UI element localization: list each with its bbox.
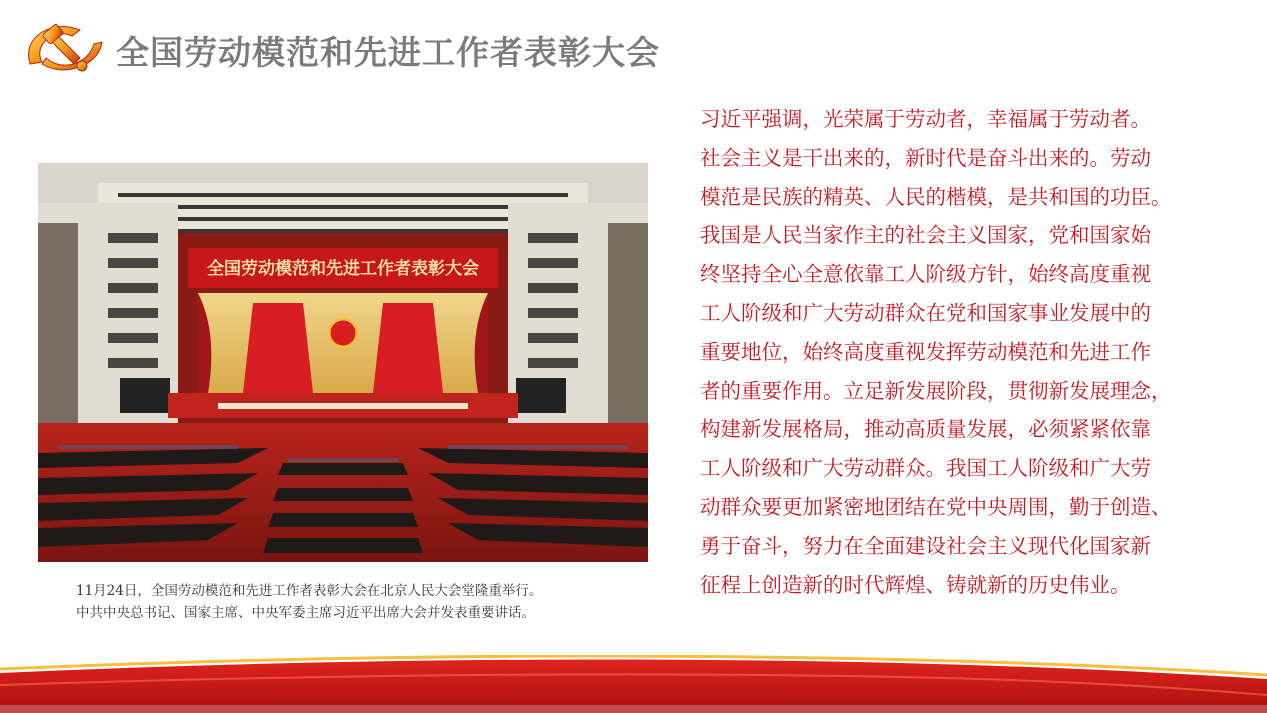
speech-line: 社会主义是干出来的，新时代是奋斗出来的。劳动	[700, 145, 1151, 170]
speech-line: 终坚持全心全意依靠工人阶级方针，始终高度重视	[700, 262, 1151, 287]
speech-line: 模范是民族的精英、人民的楷模，是共和国的功臣。	[700, 184, 1172, 209]
speech-line: 动群众要更加紧密地团结在党中央周围，勤于创造、	[700, 494, 1172, 519]
speech-line: 工人阶级和广大劳动群众在党和国家事业发展中的	[700, 300, 1151, 325]
speech-text	[700, 100, 1245, 604]
speech-line: 重要地位，始终高度重视发挥劳动模范和先进工作	[700, 339, 1151, 364]
speech-line: 勇于奋斗，努力在全面建设社会主义现代化国家新	[700, 533, 1151, 558]
speech-line: 我国是人民当家作主的社会主义国家，党和国家始	[700, 223, 1151, 248]
conference-photo	[38, 163, 648, 562]
caption-line: 11月24日，全国劳动模范和先进工作者表彰大会在北京人民大会堂隆重举行。	[76, 583, 543, 599]
stage-banner-text: 全国劳动模范和先进工作者表彰大会	[207, 259, 479, 279]
page-title: 全国劳动模范和先进工作者表彰大会	[116, 32, 660, 72]
footer-ribbon	[0, 655, 1267, 713]
speech-line: 习近平强调，光荣属于劳动者，幸福属于劳动者。	[700, 107, 1151, 131]
photo-caption	[76, 580, 636, 624]
speech-line: 工人阶级和广大劳动群众。我国工人阶级和广大劳	[700, 456, 1151, 481]
party-emblem-icon	[20, 20, 106, 80]
caption-line: 中共中央总书记、国家主席、中央军委主席习近平出席大会并发表重要讲话。	[76, 605, 535, 621]
speech-line: 构建新发展格局，推动高质量发展，必须紧紧依靠	[700, 417, 1151, 442]
speech-line: 征程上创造新的时代辉煌、铸就新的历史伟业。	[700, 572, 1131, 597]
header	[20, 20, 660, 80]
speech-line: 者的重要作用。立足新发展阶段，贯彻新发展理念，	[700, 378, 1172, 403]
